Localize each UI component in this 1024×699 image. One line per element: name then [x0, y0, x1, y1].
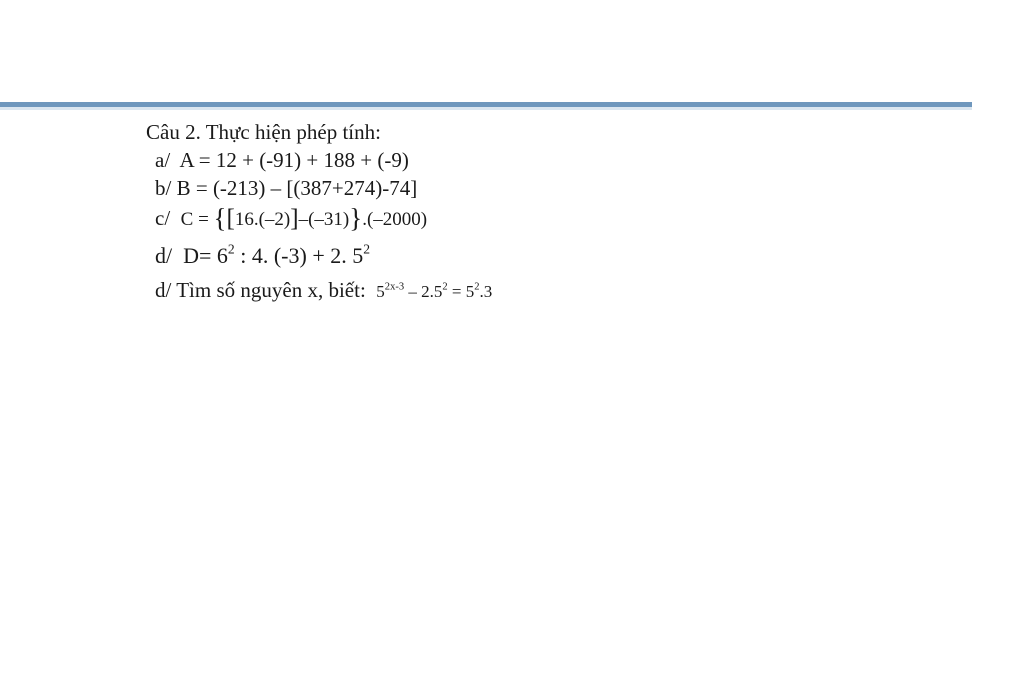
item-b: [155, 175, 417, 201]
item-b-label: b/: [155, 176, 172, 200]
question-heading: Câu 2. Thực hiện phép tính:: [146, 120, 381, 144]
item-e-expression: Tìm số nguyên x, biết: $5^{2x-3} - 2.5^2 = 5^2.3$: [176, 278, 493, 302]
item-a: [155, 147, 409, 173]
item-d-expression: $D= 6^2$ : 4. (-3) + 2. $5^2$: [183, 241, 371, 268]
item-d: [155, 243, 370, 269]
item-c-expression: C = {[16.(–2)]–(–31)}.(–2000): [180, 203, 428, 233]
item-e-label: d/: [155, 278, 172, 302]
item-c: [155, 205, 427, 233]
item-a-expression: A = 12 + (-91) + 188 + (-9): [179, 148, 409, 172]
item-e: [155, 277, 492, 305]
item-b-expression: B = (-213) – [(387+274)-74]: [176, 176, 418, 200]
item-a-label: a/: [155, 148, 171, 172]
item-d-label: d/: [155, 243, 173, 268]
item-c-label: c/: [155, 206, 171, 230]
